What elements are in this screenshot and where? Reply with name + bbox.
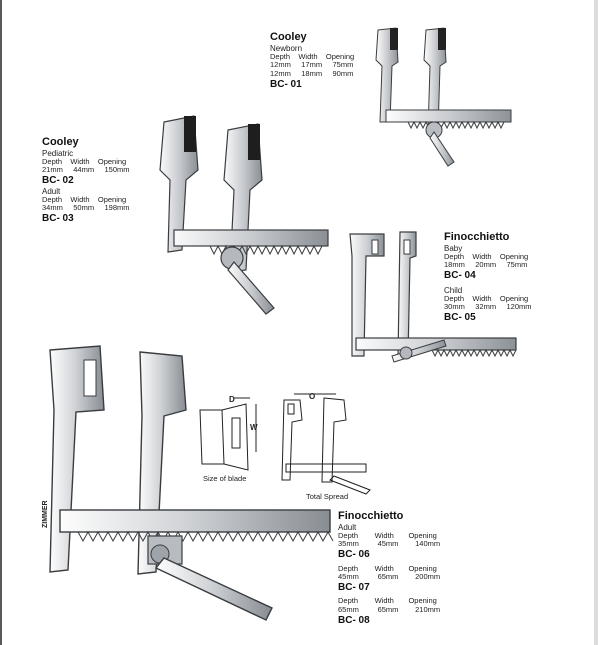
total-spread-caption: Total Spread (306, 492, 349, 501)
product-size: Adult (42, 186, 61, 196)
spec-header: Depth Width Opening (270, 51, 355, 61)
spec-header: Depth Width Opening (338, 596, 437, 606)
product-size: Pediatric (42, 148, 74, 158)
product-size: Baby (444, 243, 463, 253)
spec-header: Depth Width Opening (42, 194, 127, 204)
product-code: BC- 01 (270, 78, 302, 90)
spec-row: 21mm 44mm 150mm (42, 165, 130, 175)
spec-bc-02-03 (42, 136, 130, 225)
spec-row: 12mm 17mm 75mm (270, 60, 354, 70)
cooley-newborn-retractor-image (368, 22, 518, 172)
spec-header: Depth Width Opening (444, 293, 529, 303)
product-title: Finocchietto (444, 231, 510, 243)
product-code: BC- 08 (338, 614, 370, 626)
spec-row: 12mm 18mm 90mm (270, 69, 354, 79)
spec-header: Depth Width Opening (338, 530, 437, 540)
product-code: BC- 05 (444, 312, 476, 324)
total-spread-diagram (274, 390, 374, 495)
engraving-text: ZIMMER (42, 500, 49, 528)
blade-size-caption: Size of blade (203, 474, 247, 483)
spec-header: Depth Width Opening (444, 251, 529, 261)
spec-bc-06-08 (338, 510, 440, 626)
product-code: BC- 06 (338, 549, 370, 561)
left-border (0, 0, 2, 645)
product-size: Newborn (270, 43, 303, 53)
spec-header: Depth Width Opening (42, 156, 127, 166)
product-title: Cooley (42, 136, 79, 148)
spec-row: 65mm 65mm 210mm (338, 604, 441, 614)
spec-row: 35mm 45mm 140mm (338, 539, 441, 549)
product-code: BC- 07 (338, 581, 370, 593)
spec-bc-01 (270, 31, 354, 90)
spec-bc-04-05 (444, 231, 532, 324)
product-size: Child (444, 285, 463, 295)
right-border (594, 0, 598, 645)
spec-row: 34mm 50mm 198mm (42, 203, 130, 213)
width-dimension-label: W (250, 423, 258, 432)
spec-row: 18mm 20mm 75mm (444, 260, 528, 270)
product-title: Cooley (270, 31, 307, 43)
product-code: BC- 03 (42, 213, 74, 225)
spec-header: Depth Width Opening (338, 563, 437, 573)
spec-row: 45mm 65mm 200mm (338, 572, 441, 582)
depth-dimension-label: D (229, 395, 235, 404)
opening-dimension-label: O (309, 392, 316, 401)
product-title: Finocchietto (338, 510, 404, 522)
product-code: BC- 02 (42, 175, 74, 187)
product-code: BC- 04 (444, 270, 476, 282)
product-size: Adult (338, 522, 357, 532)
cooley-pediatric-adult-retractor-image (150, 110, 340, 320)
spec-row: 30mm 32mm 120mm (444, 302, 532, 312)
